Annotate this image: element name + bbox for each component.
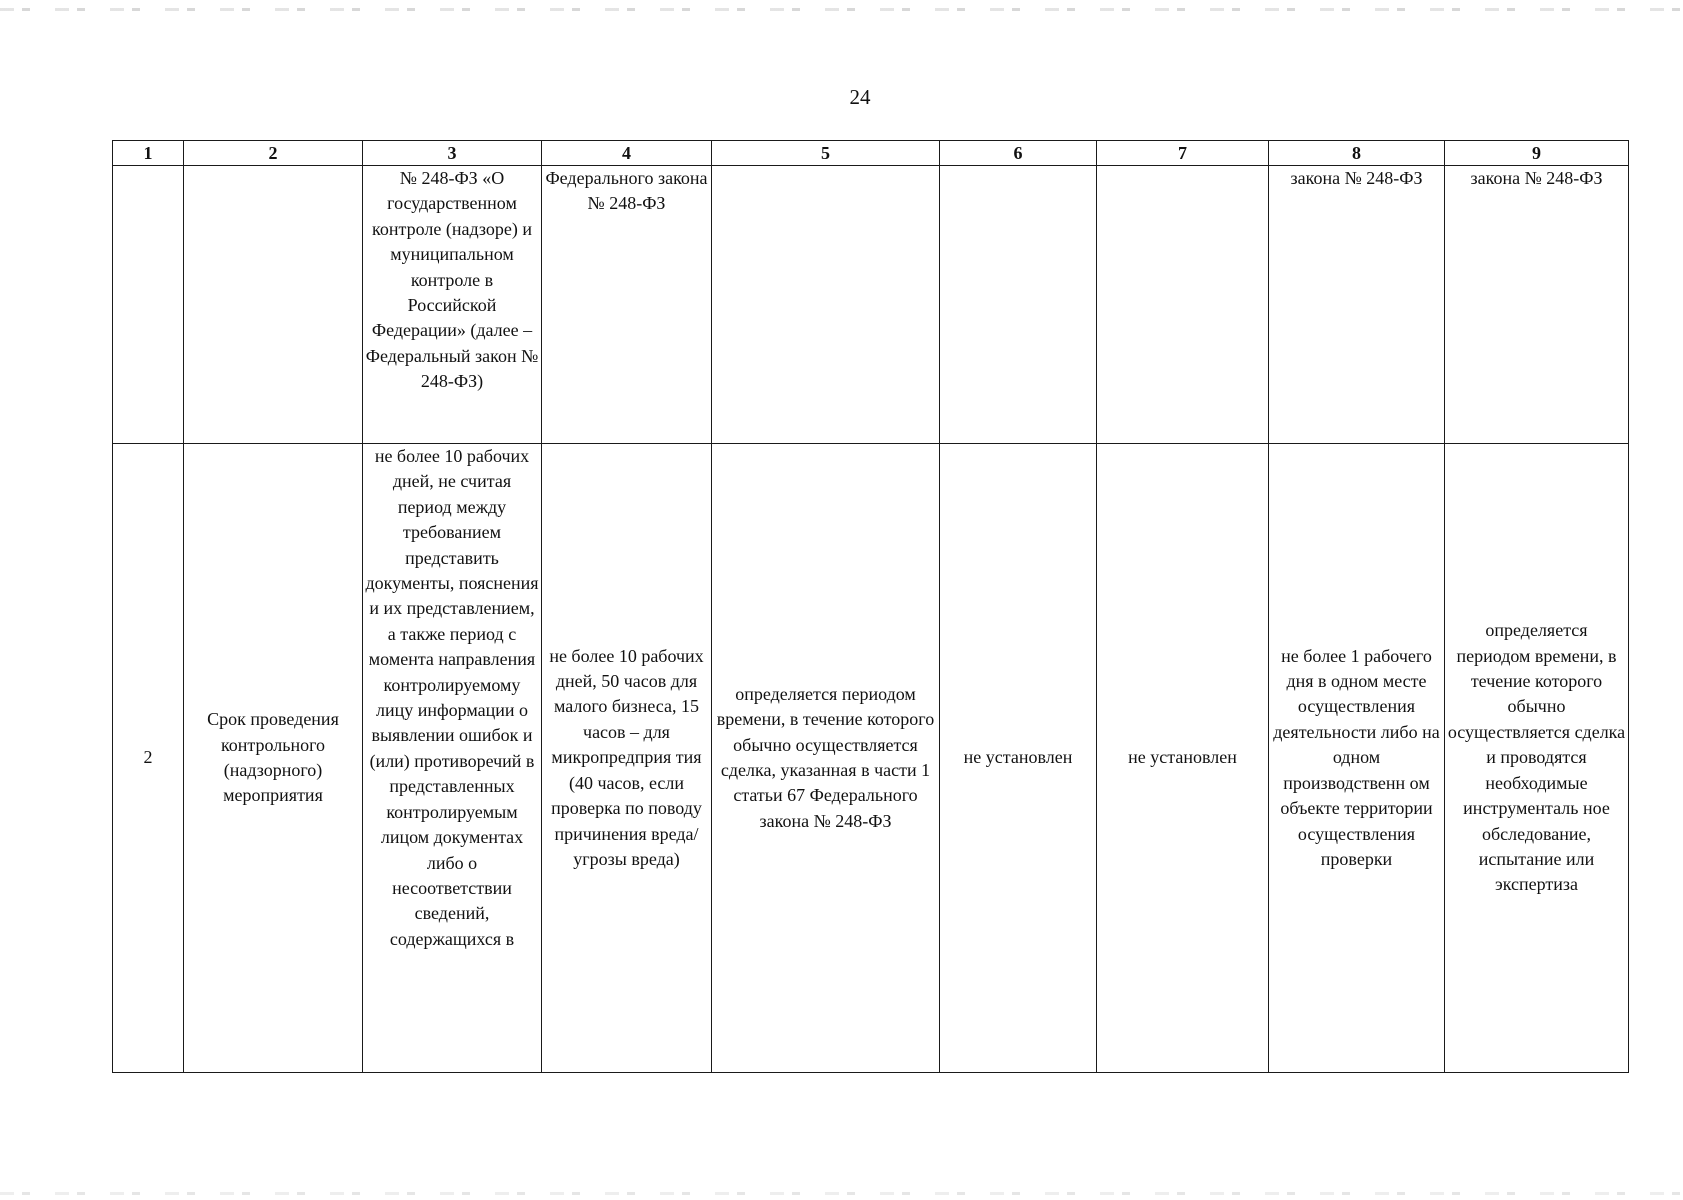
table-cell: определяется периодом времени, в течение которого обычно осуществляется сделка и проводятся необходимые инструменталь ное обследование, испытание или экспертиза	[1445, 444, 1629, 1073]
column-header: 4	[542, 141, 712, 166]
table-cell: закона № 248-ФЗ	[1269, 166, 1445, 444]
table-cell	[712, 166, 940, 444]
column-header: 7	[1097, 141, 1269, 166]
column-header: 2	[184, 141, 363, 166]
column-header: 5	[712, 141, 940, 166]
page-number: 24	[849, 85, 871, 109]
column-number-row	[113, 141, 1629, 166]
table-row	[113, 444, 1629, 1073]
table-cell	[184, 166, 363, 444]
table-cell: не более 10 рабочих дней, не считая период между требованием представить документы, пояснения и их представлением, а также период с момента направления контролируемому лицу информации о выявлении ошибок и (или) противоречий в представленных контролируемым лицом документах либо о несоответствии сведений, содержащихся в	[363, 444, 542, 1073]
column-header: 6	[940, 141, 1097, 166]
table-cell: закона № 248-ФЗ	[1445, 166, 1629, 444]
table-cell: Срок проведения контрольного (надзорного) мероприятия	[184, 444, 363, 1073]
table-cell: не установлен	[940, 444, 1097, 1073]
table-cell: определяется периодом времени, в течение которого обычно осуществляется сделка, указанная в части 1 статьи 67 Федерального закона № 248-ФЗ	[712, 444, 940, 1073]
column-header: 1	[113, 141, 184, 166]
row-number-cell: 2	[113, 444, 184, 1073]
column-header: 8	[1269, 141, 1445, 166]
table-cell: № 248-ФЗ «О государственном контроле (надзоре) и муниципальном контроле в Российской Федерации» (далее – Федеральный закон № 248-ФЗ)	[363, 166, 542, 444]
scan-edge-bottom	[0, 1192, 1683, 1195]
table-cell	[1097, 166, 1269, 444]
column-header: 3	[363, 141, 542, 166]
table-cell	[113, 166, 184, 444]
table-row	[113, 166, 1629, 444]
scan-edge-top	[0, 8, 1683, 11]
inspection-table	[112, 140, 1629, 1073]
table-cell: не более 10 рабочих дней, 50 часов для малого бизнеса, 15 часов – для микропредприя тия (40 часов, если проверка по поводу причинения вреда/угрозы вреда)	[542, 444, 712, 1073]
table-cell: не установлен	[1097, 444, 1269, 1073]
table-cell: не более 1 рабочего дня в одном месте осуществления деятельности либо на одном производственн ом объекте территории осуществления проверки	[1269, 444, 1445, 1073]
column-header: 9	[1445, 141, 1629, 166]
table-cell	[940, 166, 1097, 444]
table-cell: Федерального закона № 248-ФЗ	[542, 166, 712, 444]
